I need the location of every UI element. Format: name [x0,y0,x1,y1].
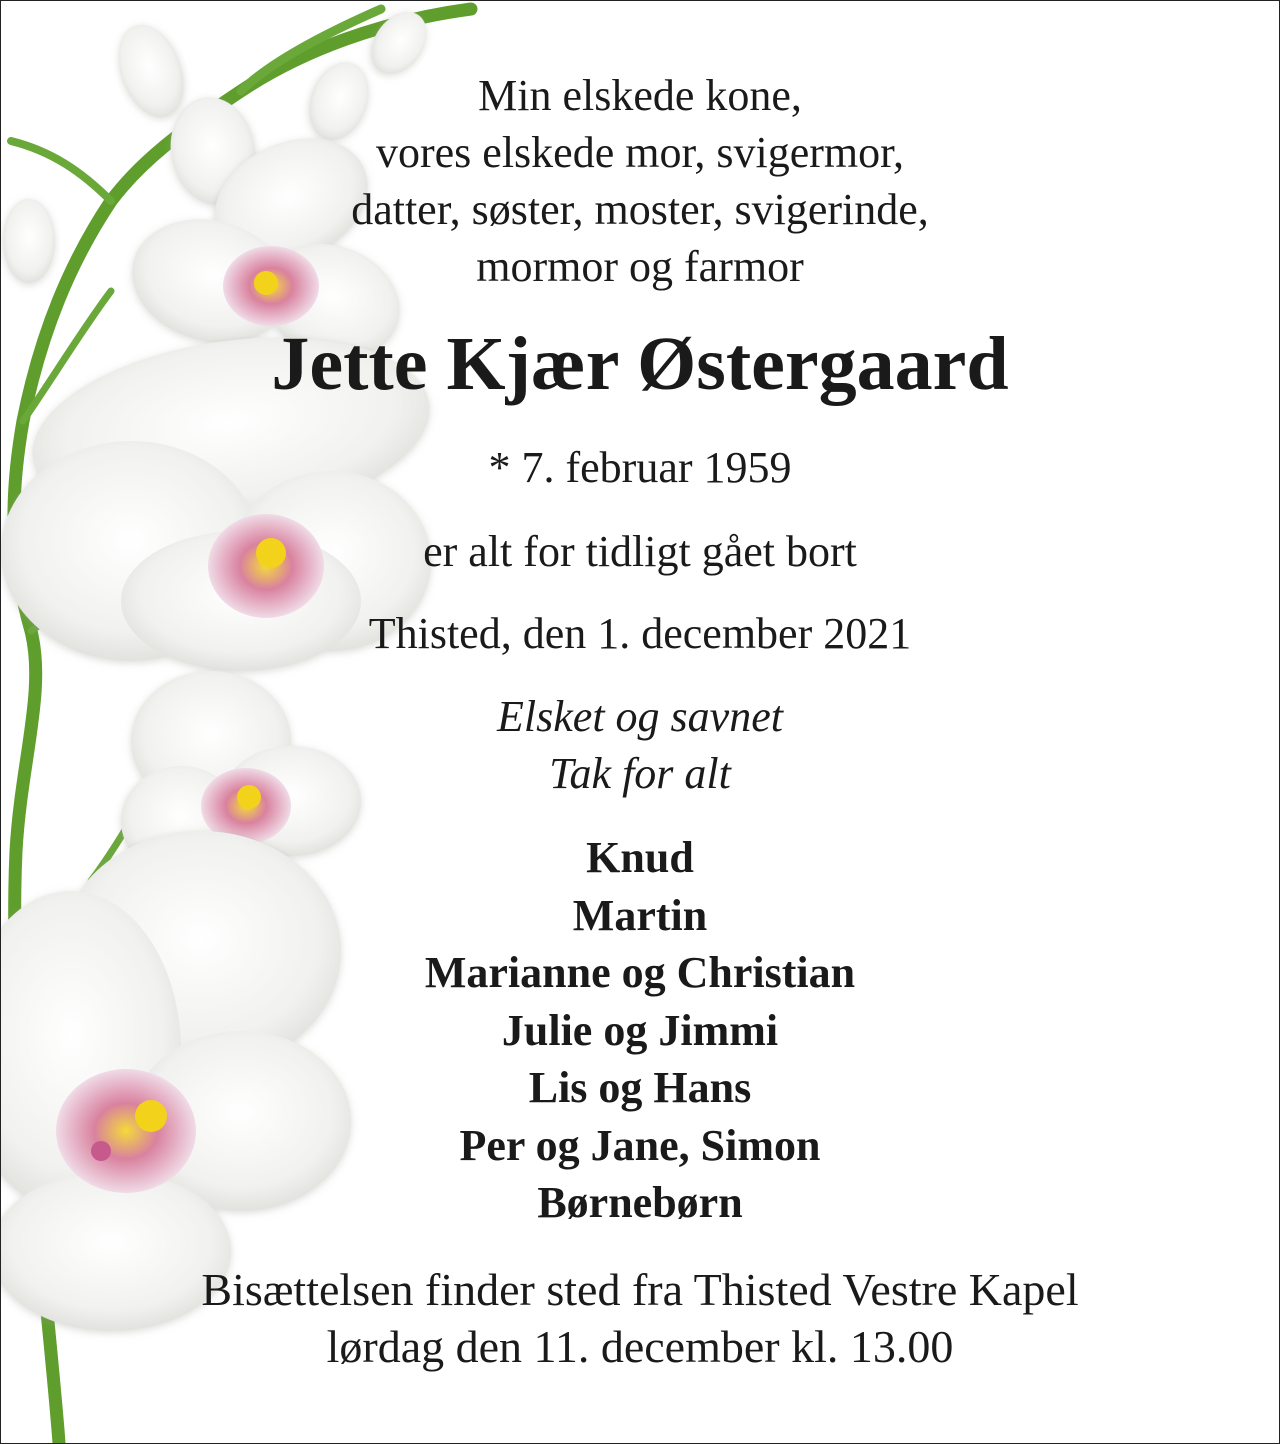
intro-line: vores elskede mor, svigermor, [376,128,904,177]
funeral-line: lørdag den 11. december kl. 13.00 [326,1321,954,1372]
family-member: Knud [586,833,694,882]
place-date: Thisted, den 1. december 2021 [368,609,912,658]
notice-text [1,1,1279,1443]
birth-date: * 7. februar 1959 [488,443,792,492]
funeral-line: Bisættelsen finder sted fra Thisted Vestre Kapel [201,1264,1079,1315]
intro-line: Min elskede kone, [478,71,802,120]
intro-line: mormor og farmor [476,242,804,291]
intro-line: datter, søster, moster, svigerinde, [351,185,929,234]
family-member: Julie og Jimmi [501,1006,779,1055]
family-member: Marianne og Christian [424,948,856,997]
family-member: Martin [572,891,708,940]
family-member: Lis og Hans [528,1063,752,1112]
passing-text: er alt for tidligt gået bort [423,527,857,576]
tribute-line: Tak for alt [549,749,731,798]
tribute-line: Elsket og savnet [497,692,783,741]
deceased-name: Jette Kjær Østergaard [271,322,1009,406]
family-member: Børnebørn [537,1178,743,1227]
family-member: Per og Jane, Simon [459,1121,821,1170]
